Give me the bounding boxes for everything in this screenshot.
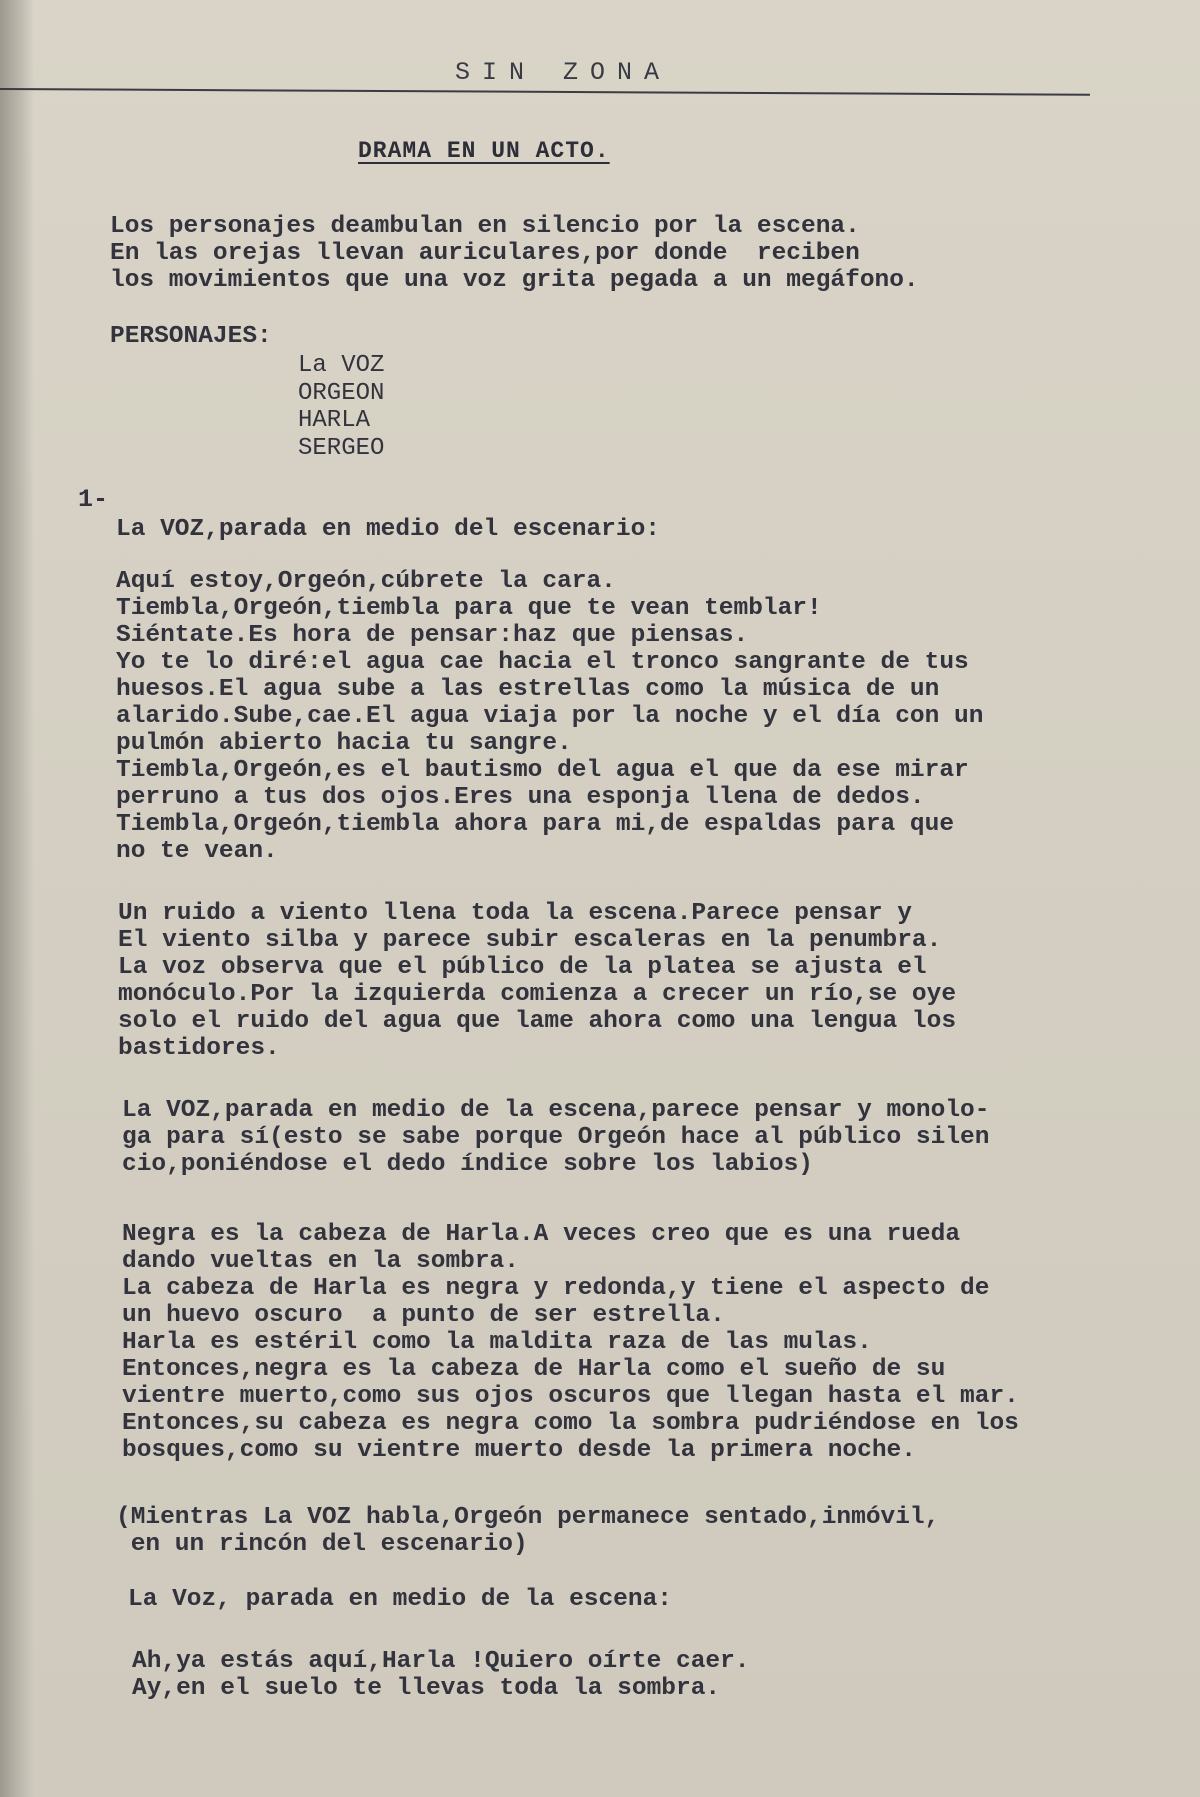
characters-heading: PERSONAJES:	[110, 323, 272, 350]
description-line: La voz observa que el público de la platea se ajusta el	[118, 954, 927, 981]
parenthetical-line: en un rincón del escenario)	[116, 1531, 528, 1558]
speech-line: Harla es estéril como la maldita raza de las mulas.	[122, 1329, 872, 1356]
speech-line: Tiembla,Orgeón,es el bautismo del agua el que da ese mirar	[116, 757, 969, 784]
speech-line: no te vean.	[116, 838, 278, 865]
speech-3	[132, 1648, 750, 1702]
character-name: ORGEON	[298, 379, 385, 407]
speech-line: Entonces,negra es la cabeza de Harla como el sueño de su	[122, 1356, 946, 1383]
page-edge-shadow	[0, 0, 34, 1797]
speech-1	[116, 568, 983, 865]
character-name: HARLA	[298, 407, 371, 434]
intro-line: Los personajes deambulan en silencio por la escena.	[110, 213, 860, 240]
intro-line: los movimientos que una voz grita pegada a un megáfono.	[110, 267, 919, 294]
description-line: cio,poniéndose el dedo índice sobre los labios)	[122, 1151, 814, 1178]
speech-line: Tiembla,Orgeón,tiembla para que te vean temblar!	[116, 595, 822, 622]
header-title: SIN ZONA	[455, 58, 672, 87]
stage-direction-2	[128, 1586, 672, 1613]
speech-line: La cabeza de Harla es negra y redonda,y tiene el aspecto de	[122, 1275, 990, 1302]
description-2	[122, 1097, 989, 1178]
speech-line: Siéntate.Es hora de pensar:haz que piensas.	[116, 622, 749, 649]
speech-line: un huevo oscuro a punto de ser estrella.	[122, 1302, 725, 1329]
header-rule	[0, 88, 1090, 96]
speech-line: Ay,en el suelo te llevas toda la sombra.	[132, 1675, 721, 1702]
description-1	[118, 900, 956, 1062]
speech-2	[122, 1221, 1019, 1464]
speech-line: bosques,como su vientre muerto desde la primera noche.	[122, 1437, 916, 1464]
stage-direction-line: La Voz, parada en medio de la escena:	[128, 1586, 672, 1613]
stage-direction-line: La VOZ,parada en medio del escenario:	[116, 516, 660, 543]
subtitle: DRAMA EN UN ACTO.	[358, 138, 610, 164]
scene-number: 1-	[78, 485, 109, 514]
description-line: El viento silba y parece subir escaleras en la penumbra.	[118, 927, 942, 954]
description-line: bastidores.	[118, 1035, 280, 1062]
intro-paragraph	[110, 213, 919, 294]
speech-line: pulmón abierto hacia tu sangre.	[116, 730, 572, 757]
speech-line: Negra es la cabeza de Harla.A veces creo que es una rueda	[122, 1221, 961, 1248]
description-line: Un ruido a viento llena toda la escena.Parece pensar y	[118, 900, 912, 927]
parenthetical-line: (Mientras La VOZ habla,Orgeón permanece sentado,inmóvil,	[116, 1504, 940, 1531]
character-name: SERGEO	[298, 434, 385, 462]
speech-line: Entonces,su cabeza es negra como la sombra pudriéndose en los	[122, 1410, 1019, 1437]
speech-line: Ah,ya estás aquí,Harla !Quiero oírte caer.	[132, 1648, 750, 1675]
characters-heading-block	[110, 323, 272, 350]
speech-line: huesos.El agua sube a las estrellas como la música de un	[116, 676, 940, 703]
description-line: solo el ruido del agua que lame ahora como una lengua los	[118, 1008, 957, 1035]
description-line: ga para sí(esto se sabe porque Orgeón hace al público silen	[122, 1124, 990, 1151]
speech-line: Yo te lo diré:el agua cae hacia el tronco sangrante de tus	[116, 649, 969, 676]
parenthetical	[116, 1504, 939, 1558]
stage-direction-1	[116, 516, 660, 543]
speech-line: alarido.Sube,cae.El agua viaja por la noche y el día con un	[116, 703, 984, 730]
intro-line: En las orejas llevan auriculares,por donde reciben	[110, 240, 860, 267]
description-line: La VOZ,parada en medio de la escena,parece pensar y monolo-	[122, 1097, 990, 1124]
character-name: La VOZ	[298, 352, 385, 379]
characters-list	[298, 352, 384, 462]
speech-line: dando vueltas en la sombra.	[122, 1248, 519, 1275]
description-line: monóculo.Por la izquierda comienza a crecer un río,se oye	[118, 981, 957, 1008]
speech-line: Aquí estoy,Orgeón,cúbrete la cara.	[116, 568, 616, 595]
speech-line: perruno a tus dos ojos.Eres una esponja llena de dedos.	[116, 784, 925, 811]
speech-line: Tiembla,Orgeón,tiembla ahora para mi,de espaldas para que	[116, 811, 955, 838]
speech-line: vientre muerto,como sus ojos oscuros que llegan hasta el mar.	[122, 1383, 1019, 1410]
